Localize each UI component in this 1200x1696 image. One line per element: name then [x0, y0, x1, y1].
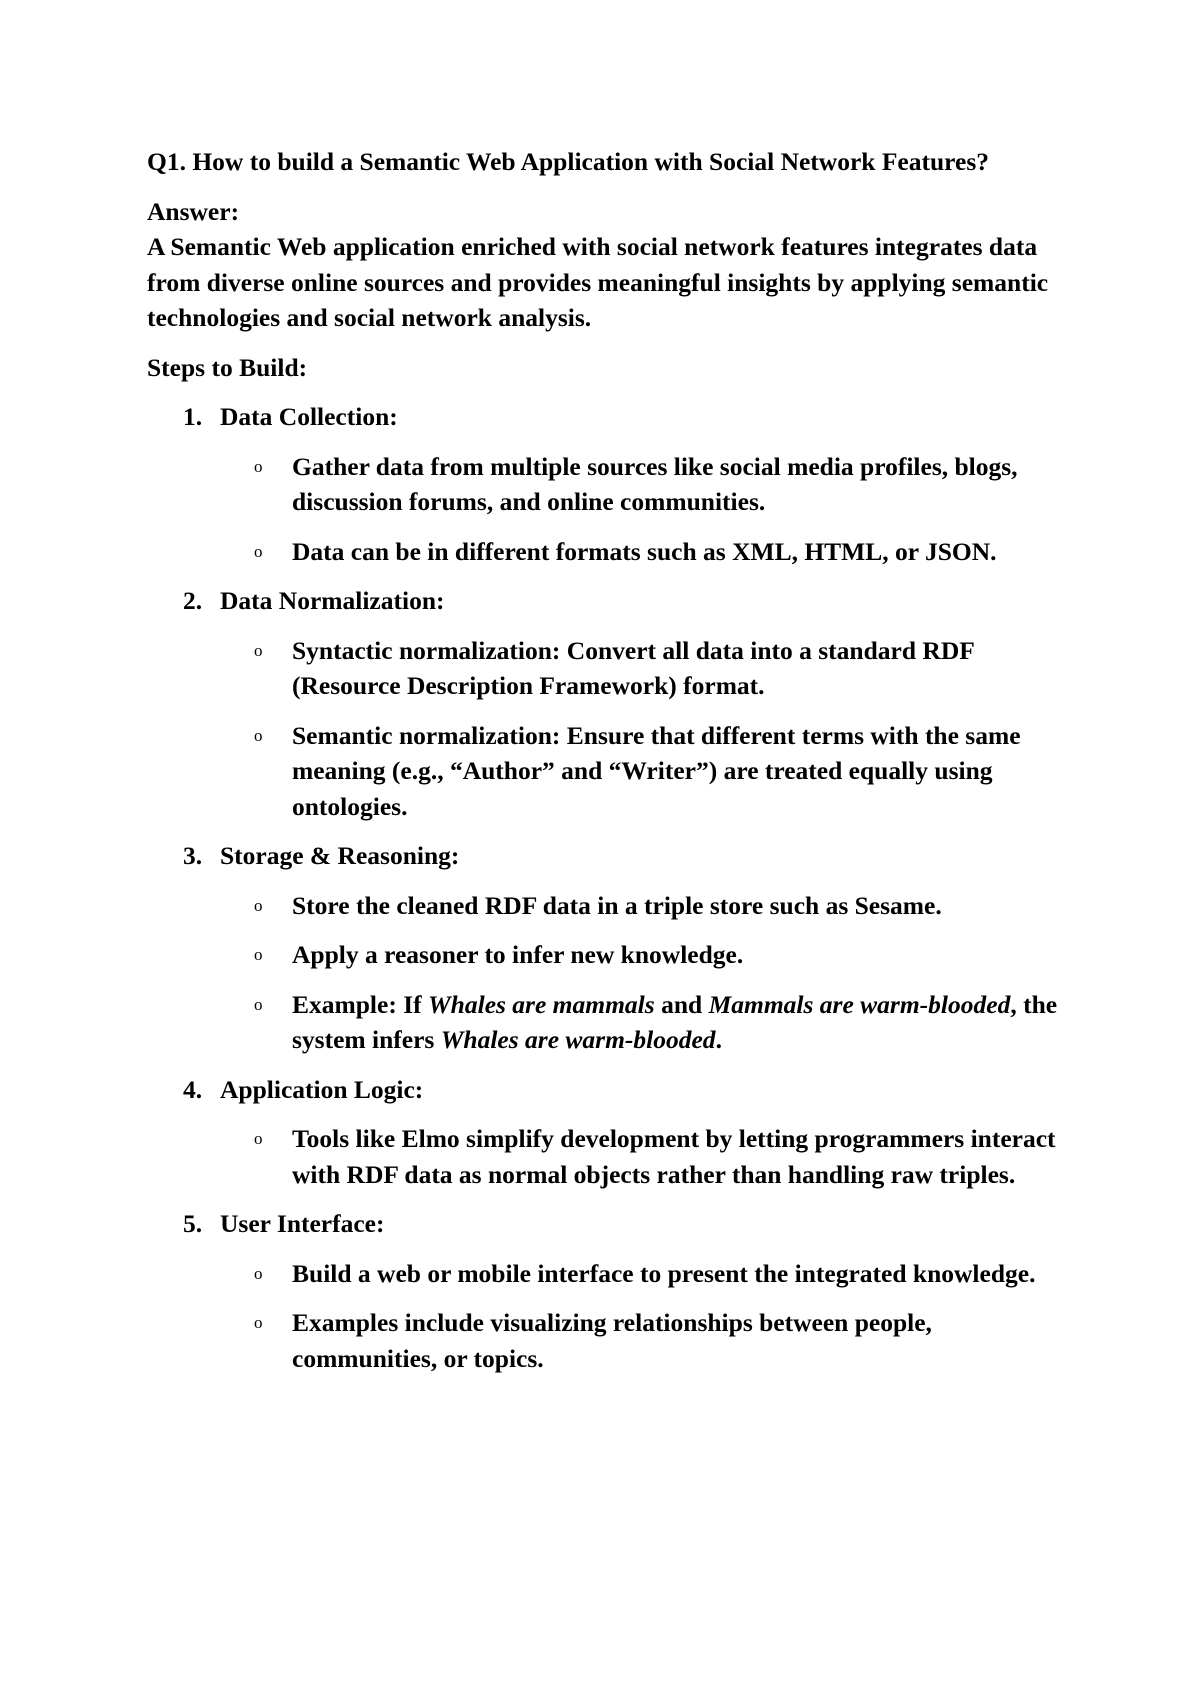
steps-heading: Steps to Build:: [147, 352, 308, 382]
list-item-text: Gather data from multiple sources like social media profiles, blogs, discussion forums, and online communities.: [292, 451, 1018, 516]
answer-label: Answer:: [147, 196, 240, 226]
step-sublist: [147, 633, 1077, 825]
list-item: [147, 534, 1077, 570]
example-conclusion: Whales are warm-blooded: [440, 1025, 716, 1054]
hollow-bullet-icon: o: [254, 895, 263, 915]
step-sublist: [147, 449, 1077, 570]
step-title: Storage & Reasoning:: [220, 841, 460, 870]
step-data-normalization: [147, 583, 1077, 824]
list-item-text: Tools like Elmo simplify development by letting programmers interact with RDF data as normal objects rather than handling raw triples.: [292, 1124, 1056, 1189]
step-application-logic: [147, 1072, 1077, 1193]
step-title: Data Normalization:: [220, 586, 445, 615]
hollow-bullet-icon: o: [254, 945, 263, 964]
hollow-bullet-icon: o: [254, 1263, 263, 1283]
step-number: 2.: [183, 586, 203, 615]
step-title: User Interface:: [220, 1209, 385, 1238]
example-premise-2: Mammals are warm-blooded: [708, 989, 1011, 1019]
example-lead: Example: If: [292, 989, 428, 1019]
hollow-bullet-icon: o: [254, 1129, 263, 1148]
list-item-text: Syntactic normalization: Convert all data into a standard RDF (Resource Description Framework) format.: [292, 635, 974, 700]
step-heading: [147, 583, 1077, 619]
list-item: [147, 1256, 1077, 1292]
example-text: [292, 990, 1057, 1055]
hollow-bullet-icon: o: [254, 725, 263, 745]
list-item-text: Examples include visualizing relationships between people, communities, or topics.: [292, 1308, 932, 1373]
step-heading: [147, 1072, 1077, 1108]
document-content: [147, 144, 1077, 1390]
list-item: [147, 718, 1077, 825]
hollow-bullet-icon: o: [254, 541, 263, 561]
list-item-text: Data can be in different formats such as XML, HTML, or JSON.: [292, 536, 997, 566]
answer-paragraph: A Semantic Web application enriched with social network features integrates data from diverse online sources and provides meaningful insights by applying semantic technologies and social network analysis.: [147, 232, 1049, 332]
list-item: [147, 449, 1077, 520]
list-item-example: [147, 987, 1077, 1058]
example-and: and: [654, 989, 709, 1019]
question-heading: Q1. How to build a Semantic Web Application with Social Network Features?: [147, 147, 990, 176]
step-number: 3.: [183, 841, 203, 870]
step-storage-reasoning: [147, 838, 1077, 1058]
step-heading: [147, 838, 1077, 874]
step-title: Data Collection:: [220, 402, 398, 431]
hollow-bullet-icon: o: [254, 1313, 263, 1332]
list-item: [147, 633, 1077, 704]
example-infers: , the system infers: [292, 989, 1058, 1054]
hollow-bullet-icon: o: [254, 994, 263, 1014]
steps-list: [147, 399, 1077, 1376]
example-end: .: [715, 1025, 722, 1054]
step-heading: [147, 1206, 1077, 1242]
list-item: [147, 888, 1077, 924]
step-data-collection: [147, 399, 1077, 569]
list-item: [147, 1121, 1077, 1192]
step-sublist: [147, 1121, 1077, 1192]
step-number: 4.: [183, 1074, 203, 1104]
step-user-interface: [147, 1206, 1077, 1376]
list-item: [147, 937, 1077, 973]
list-item: [147, 1305, 1077, 1376]
step-number: 5.: [183, 1209, 203, 1238]
step-sublist: [147, 888, 1077, 1058]
hollow-bullet-icon: o: [254, 640, 263, 660]
hollow-bullet-icon: o: [254, 456, 263, 476]
list-item-text: Semantic normalization: Ensure that different terms with the same meaning (e.g., “Author” and “Writer”) are treated equally using ontologies.: [292, 720, 1021, 821]
step-number: 1.: [183, 402, 203, 431]
step-heading: [147, 399, 1077, 435]
list-item-text: Store the cleaned RDF data in a triple store such as Sesame.: [292, 890, 942, 920]
example-premise-1: Whales are mammals: [428, 989, 655, 1019]
step-sublist: [147, 1256, 1077, 1377]
list-item-text: Build a web or mobile interface to present the integrated knowledge.: [292, 1258, 1036, 1288]
list-item-text: Apply a reasoner to infer new knowledge.: [292, 940, 744, 969]
step-title: Application Logic:: [220, 1074, 424, 1104]
